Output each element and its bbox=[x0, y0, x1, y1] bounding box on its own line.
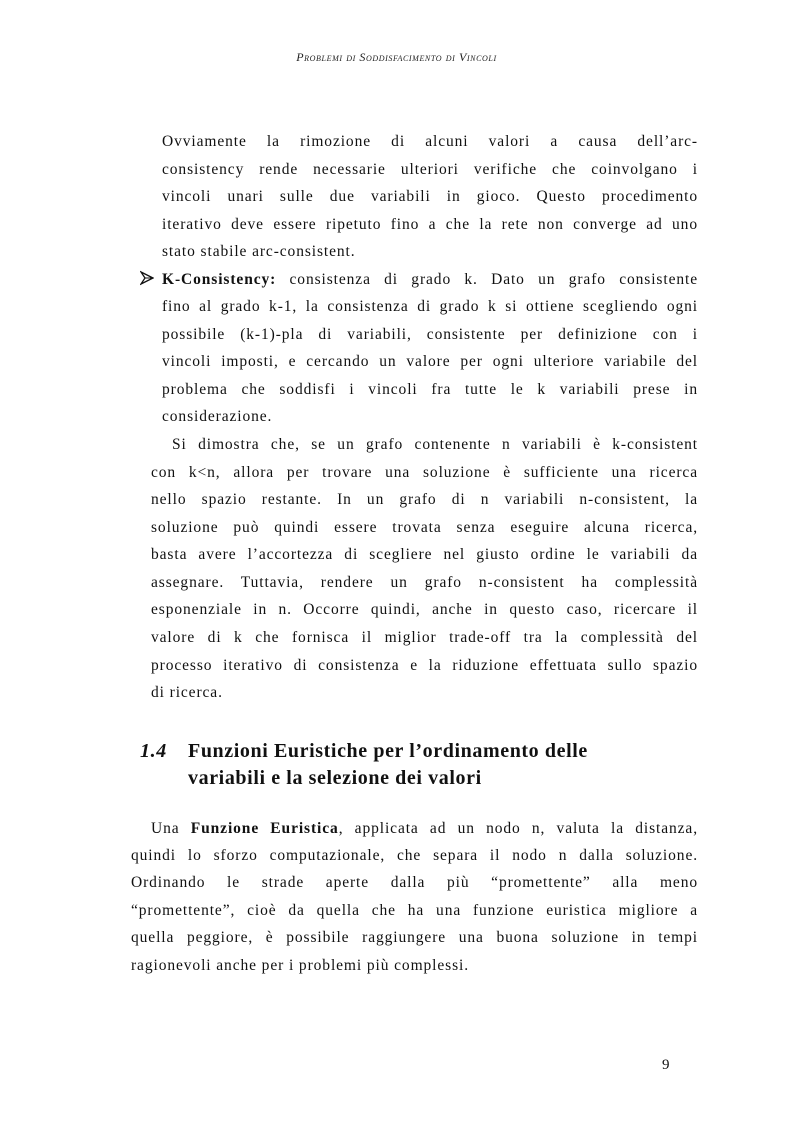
bullet-term: K-Consistency: bbox=[162, 271, 277, 288]
text-line: fino al grado k-1, la consistenza di grado k si ottiene scegliendo ogni bbox=[162, 298, 698, 315]
arrow-bullet-icon bbox=[140, 270, 154, 286]
text-line: esponenziale in n. Occorre quindi, anche in questo caso, ricercare il bbox=[151, 601, 698, 618]
bullet-first-line-text: consistenza di grado k. Dato un grafo consistente bbox=[289, 271, 698, 288]
text-line: quindi lo sforzo computazionale, che separa il nodo n dalla soluzione. bbox=[131, 847, 698, 864]
section-heading bbox=[140, 738, 588, 789]
section-number: 1.4 bbox=[140, 740, 167, 762]
text-line: basta avere l’accortezza di scegliere nel giusto ordine le variabili da bbox=[151, 546, 698, 563]
text-line: Si dimostra che, se un grafo contenente n variabili è k-consistent bbox=[172, 436, 698, 453]
bold-term: Funzione Euristica bbox=[190, 820, 339, 837]
text-line: ragionevoli anche per i problemi più complessi. bbox=[131, 957, 470, 974]
section-title-line1: Funzioni Euristiche per l’ordinamento delle bbox=[188, 740, 588, 762]
text-line: con k<n, allora per trovare una soluzione è sufficiente una ricerca bbox=[151, 464, 698, 481]
text-line: Ovviamente la rimozione di alcuni valori a causa dell’arc- bbox=[162, 133, 698, 150]
text-span: , applicata ad un nodo n, valuta la distanza, bbox=[338, 820, 698, 837]
bullet-first-line bbox=[162, 270, 698, 290]
text-line: valore di k che fornisca il miglior trade-off tra la complessità del bbox=[151, 629, 698, 646]
text-line: stato stabile arc-consistent. bbox=[162, 243, 356, 260]
text-line: “promettente”, cioè da quella che ha una funzione euristica migliore a bbox=[131, 902, 698, 919]
text-line: assegnare. Tuttavia, rendere un grafo n-consistent ha complessità bbox=[151, 574, 698, 591]
text-line: problema che soddisfi i vincoli fra tutte le k variabili prese in bbox=[162, 381, 698, 398]
section-title-line2: variabili e la selezione dei valori bbox=[188, 767, 482, 789]
text-line: vincoli imposti, e cercando un valore per ogni ulteriore variabile del bbox=[162, 353, 698, 370]
text-line: Ordinando le strade aperte dalla più “promettente” alla meno bbox=[131, 874, 698, 891]
text-line: vincoli unari sulle due variabili in gioco. Questo procedimento bbox=[162, 188, 698, 205]
text-line: consistency rende necessarie ulteriori verifiche che coinvolgano i bbox=[162, 161, 698, 178]
text-line: nello spazio restante. In un grafo di n variabili n-consistent, la bbox=[151, 491, 698, 508]
text-line: iterativo deve essere ripetuto fino a che la rete non converge ad uno bbox=[162, 216, 698, 233]
text-line: possibile (k-1)-pla di variabili, consistente per definizione con i bbox=[162, 326, 698, 343]
text-line: processo iterativo di consistenza e la riduzione effettuata sullo spazio bbox=[151, 657, 698, 674]
text-line: considerazione. bbox=[162, 408, 273, 425]
first-line bbox=[151, 819, 698, 839]
text-span: Una bbox=[151, 820, 191, 837]
running-header: Problemi di Soddisfacimento di Vincoli bbox=[296, 50, 497, 64]
page-number: 9 bbox=[662, 1057, 670, 1073]
text-line: soluzione può quindi essere trovata senza eseguire alcuna ricerca, bbox=[151, 519, 698, 536]
text-line: di ricerca. bbox=[151, 684, 223, 701]
text-line: quella peggiore, è possibile raggiungere una buona soluzione in tempi bbox=[131, 929, 698, 946]
